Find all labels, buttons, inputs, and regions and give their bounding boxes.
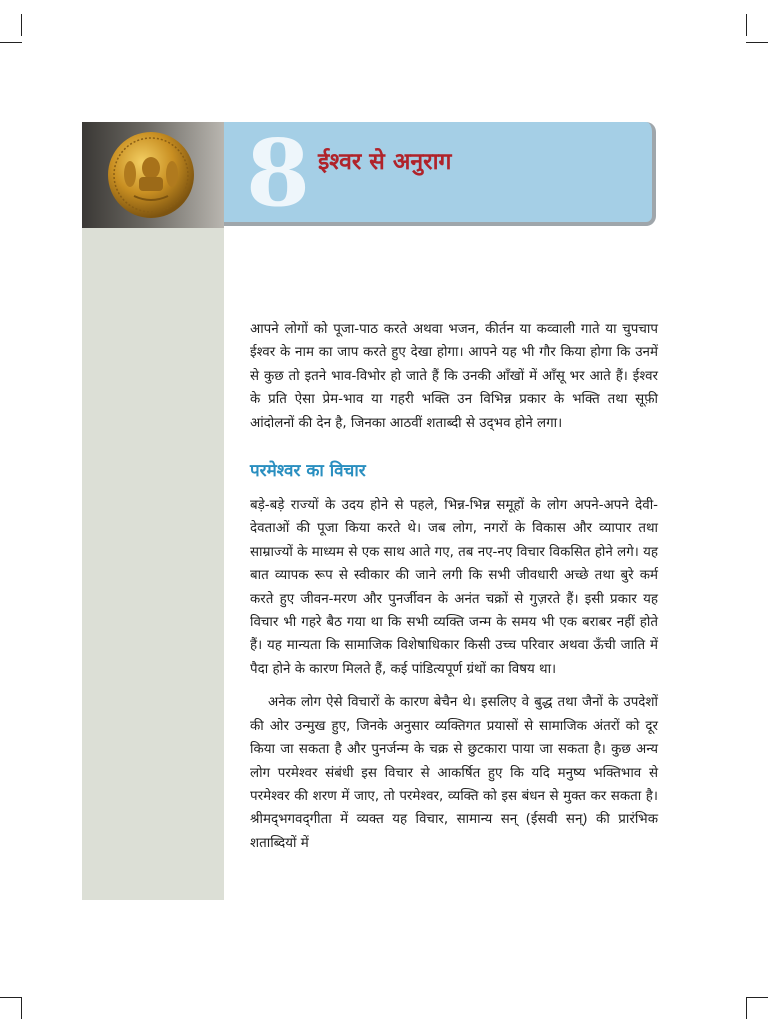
crop-mark xyxy=(0,997,22,998)
chapter-image xyxy=(82,122,224,228)
intro-paragraph: आपने लोगों को पूजा-पाठ करते अथवा भजन, कीर्तन या कव्वाली गाते या चुपचाप ईश्वर के नाम का जाप करते हुए देखा होगा। आपने यह भी गौर किया होगा कि उनमें से कुछ तो इतने भाव-विभोर हो जाते हैं कि उनकी आँखों में आँसू भर आते हैं। ईश्वर के प्रति ऐसा प्रेम-भाव या गहरी भक्ति उन विभिन्न प्रकार के भक्ति तथा सूफ़ी आंदोलनों की देन है, जिनका आठवीं शताब्दी से उद्‌भव होने लगा। xyxy=(250,322,658,431)
page-sidebar xyxy=(82,228,224,900)
section-paragraph-2: अनेक लोग ऐसे विचारों के कारण बेचैन थे। इसलिए वे बुद्ध तथा जैनों के उपदेशों की ओर उन्मुख हुए, जिनके अनुसार व्यक्तिगत प्रयासों से सामाजिक अंतरों को दूर किया जा सकता है और पुनर्जन्म के चक्र से छुटकारा पाया जा सकता है। कुछ अन्य लोग परमेश्वर संबंधी इस विचार से आकर्षित हुए कि यदि मनुष्य भक्तिभाव से परमेश्वर की शरण में जाए, तो परमेश्वर, व्यक्ति को इस बंधन से मुक्त कर सकता है। श्रीमद्‌भगवद्‌गीता में व्यक्त यह विचार, सामान्य सन् (ईसवी सन्) की प्रारंभिक शताब्दियों में xyxy=(250,695,658,851)
chapter-number: 8 xyxy=(246,119,311,227)
crop-mark xyxy=(0,42,22,43)
page-content xyxy=(250,318,658,855)
section-paragraph-1: बड़े-बड़े राज्यों के उदय होने से पहले, भिन्न-भिन्न समूहों के लोग अपने-अपने देवी-देवताओं की पूजा किया करते थे। जब लोग, नगरों के विकास और व्यापार तथा साम्राज्यों के माध्यम से एक साथ आते गए, तब नए-नए विचार विकसित होने लगे। यह बात व्यापक रूप से स्वीकार की जाने लगी कि सभी जीवधारी अच्छे तथा बुरे कर्म करते हुए जीवन-मरण और पुनर्जीवन के अनंत चक्रों से गुज़रते हैं। इसी प्रकार यह विचार भी गहरे बैठ गया था कि सभी व्यक्ति जन्म के समय भी एक बराबर नहीं होते हैं। यह मान्यता कि सामाजिक विशेषाधिकार किसी उच्च परिवार अथवा ऊँची जाति में पैदा होने के कारण मिलते हैं, कई पांडित्यपूर्ण ग्रंथों का विषय था। xyxy=(250,498,658,677)
chapter-banner xyxy=(224,119,656,227)
gold-coin-icon xyxy=(106,130,196,220)
crop-mark xyxy=(746,997,768,998)
crop-mark xyxy=(21,14,22,36)
crop-mark xyxy=(746,997,747,1019)
crop-mark xyxy=(746,42,768,43)
chapter-title: ईश्वर से अनुराग xyxy=(318,149,452,175)
section-heading: परमेश्वर का विचार xyxy=(250,461,366,482)
crop-mark xyxy=(21,997,22,1019)
crop-mark xyxy=(746,14,747,36)
